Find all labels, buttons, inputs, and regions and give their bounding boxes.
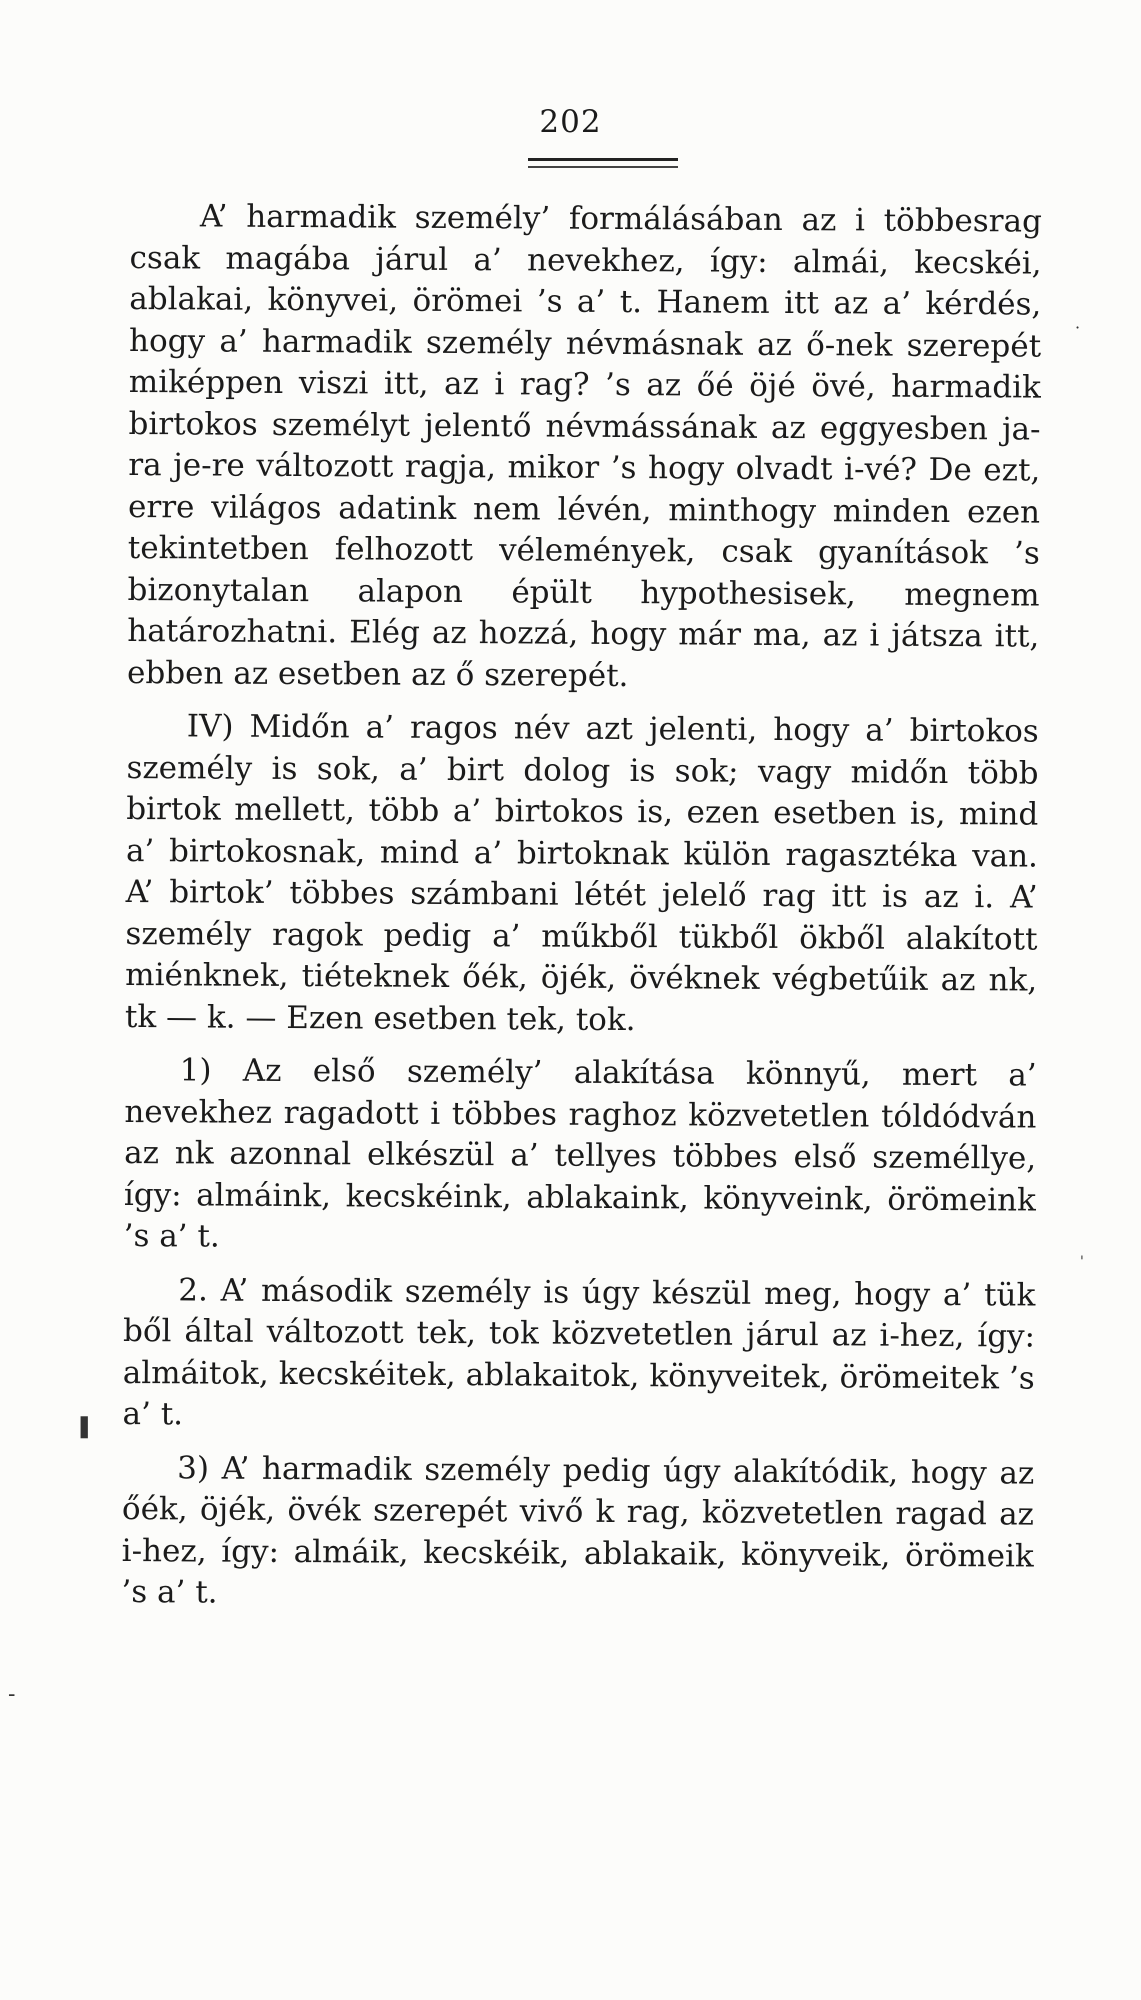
paragraph-1-elso-szemely: 1) Az első személy’ alakítása könnyű, mert a’ nevekhez ragadott i többes raghoz közvetetlen tóldódván az nk azonnal elkészül a’ tellyes többes első személlye, így: almáink, kecskéink, ablakaink, könyveink, örömeink ’s a’ t.: [123, 1052, 1037, 1255]
header-rule: [528, 158, 678, 161]
header-rule-thin: [528, 166, 678, 168]
paragraph-2-masodik-szemely: 2. A’ második személy is úgy készül meg, hogy a’ tük ből által változott tek, tok közvetetlen járul az i-hez, így: almáitok, kecskéitek, ablakaitok, könyveitek, örömeitek ’s a’ t.: [122, 1271, 1036, 1433]
page-number: 202: [539, 104, 602, 140]
ink-speck-mark: -: [8, 1682, 16, 1707]
ink-speck-mark: ❚: [75, 1414, 94, 1439]
ink-speck-mark: ·: [1075, 318, 1081, 337]
paragraph-3-harmadik-szemely: 3) A’ harmadik személy pedig úgy alakítódik, hogy az őék, öjék, övék szerepét vivő k rag, közvetetlen ragad az i-hez, így: almáik, kecskéik, ablakaik, könyveik, örömeik ’s a’ t.: [121, 1449, 1035, 1611]
body-text: [121, 196, 1042, 1631]
paragraph-iv: IV) Midőn a’ ragos név azt jelenti, hogy a’ birtokos személy is sok, a’ birt dolog is sok; vagy midőn több birtok mellett, több a’ birtokos is, ezen esetben is, mind a’ birtokosnak, mind a’ birtoknak külön ragasztéka van. A’ birtok’ többes számbani létét jelelő rag itt is az i. A’ személy ragok pedig a’ műkből tükből ökből alakított miénknek, tiéteknek őék, öjék, övéknek végbetűik az nk, tk — k. — Ezen esetben tek, tok.: [124, 708, 1039, 1038]
paragraph-harmadik-szemely: A’ harmadik személy’ formálásában az i többesrag csak magába járul a’ nevekhez, így: almái, kecskéi, ablakai, könyvei, örömei ’s a’ t. Hanem itt az a’ kérdés, hogy a’ harmadik személy névmásnak az ő-nek szerepét miképpen viszi itt, az i rag? ’s az őé öjé övé, harmadik birtokos személyt jelentő névmássának az eggyesben ja-ra je-re változott ragja, mikor ’s hogy olvadt i-vé? De ezt, erre világos adatink nem lévén, minthogy minden ezen tekintetben felhozott vélemények, csak gyanítások ’s bizonytalan alapon épült hypothesisek, megnem határozhatni. Elég az hozzá, hogy már ma, az i játsza itt, ebben az esetben az ő szerepét.: [126, 198, 1042, 694]
ink-speck-mark: ': [1080, 1254, 1084, 1270]
